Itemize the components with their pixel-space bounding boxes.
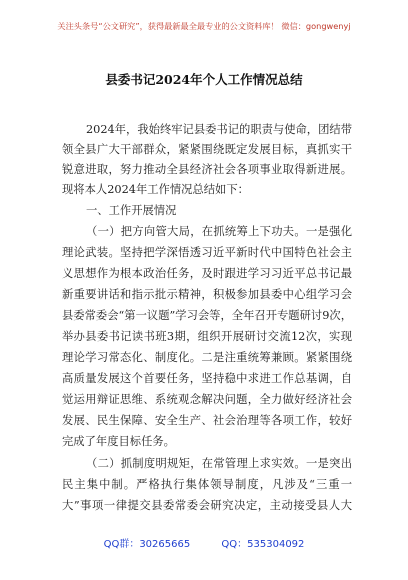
- section-heading: 一、工作开展情况: [86, 204, 177, 217]
- body-line: 民主集中制。严格执行集体领导制度，凡涉及“三重一: [62, 478, 352, 491]
- body-line: （二）抓制度明规矩，在常管理上求实效。一是突出: [86, 457, 352, 470]
- body-line: 新重要讲话和指示批示精神，积极参加县委中心组学习会: [62, 288, 352, 301]
- body-line: （一）把方向管大局，在抓统筹上下功夫。一是强化: [86, 225, 352, 238]
- body-line: 领全县广大干部群众，紧紧围绕既定发展目标，真抓实干: [62, 143, 352, 156]
- body-line: 现将本人2024年工作情况总结如下：: [62, 183, 249, 196]
- body-line: 举办县委书记读书班3期，组织开展研讨交流12次，实现: [62, 330, 352, 343]
- promo-banner: 关注头条号“公文研究”，获得最新最全最专业的公文资料库！ 微信：gongwenyj: [57, 21, 351, 31]
- body-line: 高质量发展这个首要任务，坚持稳中求进工作总基调，自: [62, 372, 352, 385]
- body-line: 完成了年度目标任务。: [62, 435, 175, 448]
- footer-contact: [0, 535, 408, 550]
- document-title: 县委书记2024年个人工作情况总结: [105, 72, 303, 87]
- body-line: 义思想作为根本政治任务，及时跟进学习习近平总书记最: [62, 267, 352, 280]
- body-line: 大”事项一律提交县委常委会研究决定，主动接受县人大: [62, 499, 352, 512]
- qq-group-number: QQ群：30265665: [103, 539, 191, 550]
- qq-number: QQ：535304092: [221, 539, 305, 550]
- body-line: 理论学习常态化、制度化。二是注重统筹兼顾。紧紧围绕: [62, 351, 352, 364]
- body-line: 理论武装。坚持把学深悟透习近平新时代中国特色社会主: [62, 246, 352, 259]
- body-line: 2024年，我始终牢记县委书记的职责与使命，团结带: [86, 123, 352, 136]
- body-line: 锐意进取，努力推动全县经济社会各项事业取得新进展。: [62, 163, 352, 176]
- body-line: 发展、民生保障、安全生产、社会治理等各项工作，较好: [62, 414, 352, 427]
- body-line: 县委常委会“第一议题”学习会等，全年召开专题研讨9次，: [62, 309, 352, 322]
- body-line: 觉运用辩证思维、系统观念解决问题，全力做好经济社会: [62, 393, 352, 406]
